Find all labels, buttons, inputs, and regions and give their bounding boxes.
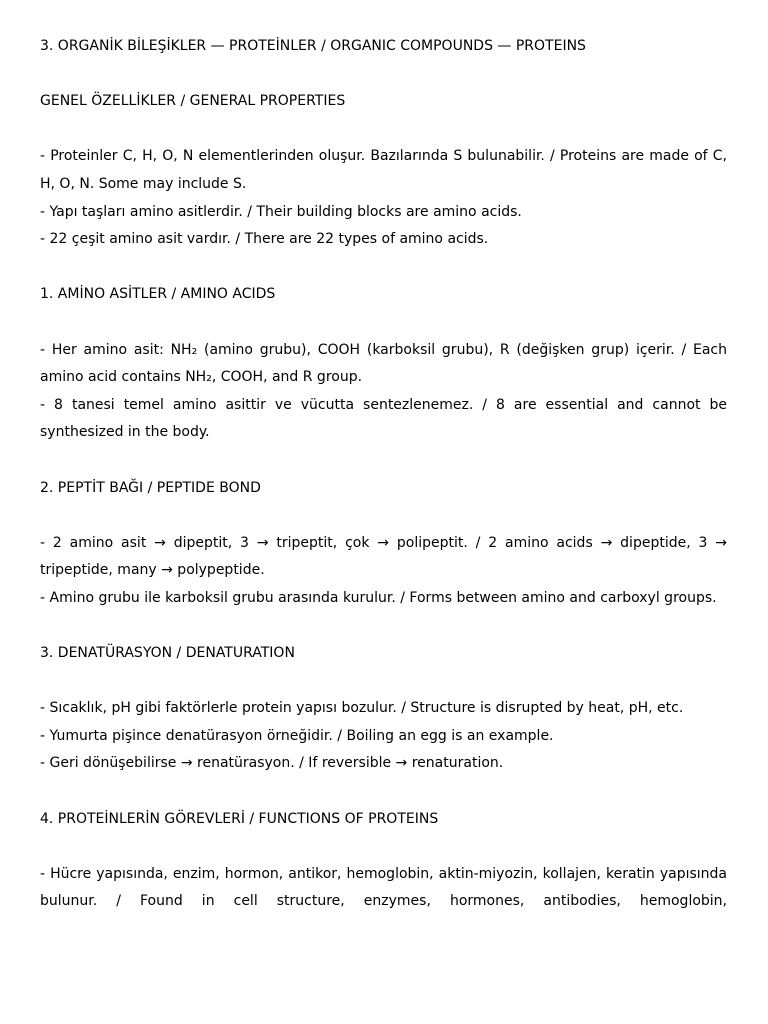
section-heading-denaturation: 3. DENATÜRASYON / DENATURATION	[40, 645, 295, 662]
paragraph: - 8 tanesi temel amino asittir ve vücutta sentezlenemez. / 8 are essential and cannot be synthesized in the body.	[40, 396, 727, 441]
paragraph: - Her amino asit: NH₂ (amino grubu), COOH (karboksil grubu), R (değişken grup) içerir. / Each amino acid contains NH₂, COOH, and R group.	[40, 341, 727, 386]
paragraph: - 22 çeşit amino asit vardır. / There are 22 types of amino acids.	[40, 231, 489, 248]
paragraph: - Hücre yapısında, enzim, hormon, antikor, hemoglobin, aktin-miyozin, kollajen, keratin yapısında bulunur. / Found in cell structure, enzymes, hormones, antibodies, hemoglobin,	[40, 865, 727, 910]
section-body-amino-acids	[40, 337, 727, 447]
paragraph: - Geri dönüşebilirse → renatürasyon. / If reversible → renaturation.	[40, 755, 504, 772]
paragraph: - 2 amino asit → dipeptit, 3 → tripeptit, çok → polipeptit. / 2 amino acids → dipeptide, 3 → tripeptide, many → polypeptide.	[40, 534, 727, 579]
paragraph: - Sıcaklık, pH gibi faktörlerle protein yapısı bozulur. / Structure is disrupted by heat, pH, etc.	[40, 700, 684, 717]
document-title: 3. ORGANİK BİLEŞİKLER — PROTEİNLER / ORGANIC COMPOUNDS — PROTEINS	[40, 38, 586, 54]
section-heading-peptide-bond: 2. PEPTİT BAĞI / PEPTIDE BOND	[40, 479, 261, 496]
section-body-general	[40, 143, 727, 253]
paragraph: - Proteinler C, H, O, N elementlerinden oluşur. Bazılarında S bulunabilir. / Proteins are made of C, H, O, N. Some may include S.	[40, 148, 727, 192]
section-body-denaturation	[40, 695, 727, 778]
section-heading-general: GENEL ÖZELLİKLER / GENERAL PROPERTIES	[40, 93, 346, 110]
paragraph: - Yapı taşları amino asitlerdir. / Their building blocks are amino acids.	[40, 203, 522, 220]
paragraph: - Amino grubu ile karboksil grubu arasında kurulur. / Forms between amino and carboxyl groups.	[40, 589, 717, 606]
section-heading-amino-acids: 1. AMİNO ASİTLER / AMINO ACIDS	[40, 286, 276, 303]
section-heading-functions: 4. PROTEİNLERİN GÖREVLERİ / FUNCTIONS OF PROTEINS	[40, 810, 439, 827]
section-body-functions	[40, 861, 727, 916]
paragraph: - Yumurta pişince denatürasyon örneğidir. / Boiling an egg is an example.	[40, 727, 554, 744]
section-body-peptide-bond	[40, 530, 727, 613]
document-page	[40, 33, 727, 916]
